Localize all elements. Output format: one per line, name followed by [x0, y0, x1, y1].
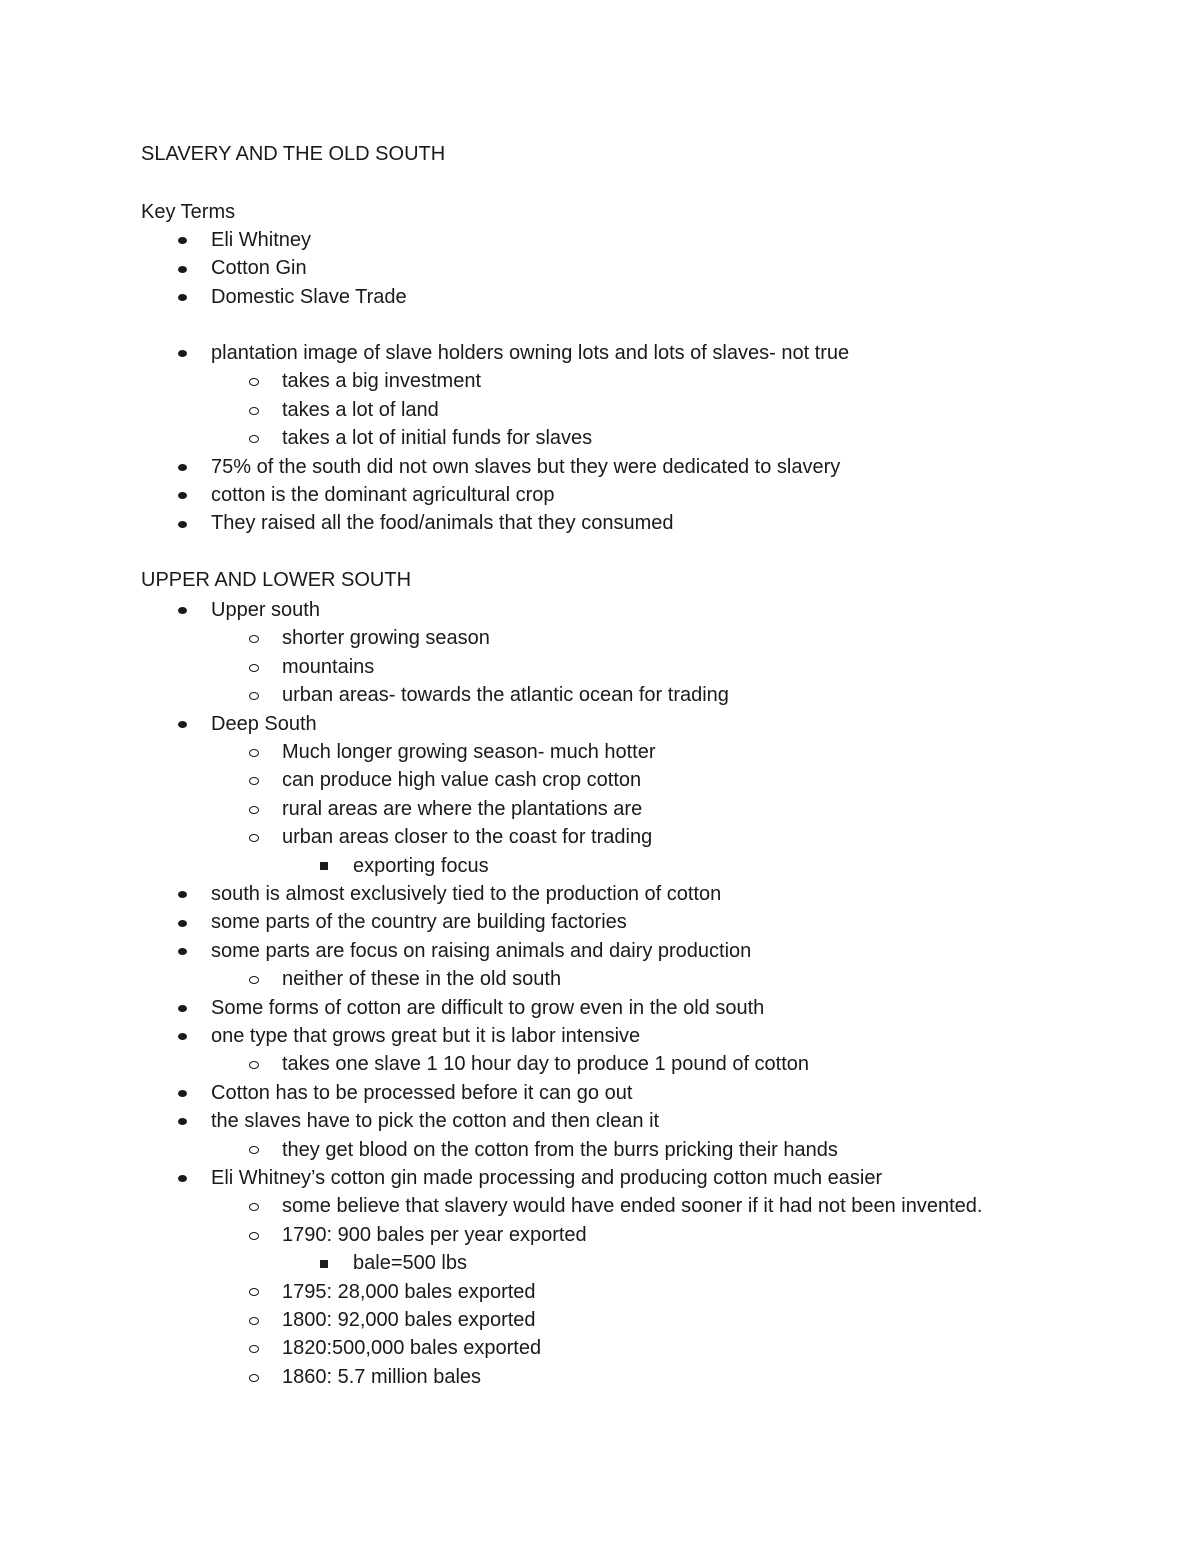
filled-bullet-icon — [178, 1175, 187, 1182]
list-item-level-1: the slaves have to pick the cotton and then clean it — [211, 1110, 660, 1133]
filled-bullet-icon — [178, 464, 187, 471]
hollow-bullet-icon — [249, 749, 259, 757]
bullet-marker — [172, 712, 192, 736]
filled-bullet-icon — [178, 920, 187, 927]
list-item-level-2: some believe that slavery would have ended sooner if it had not been invented. — [282, 1195, 983, 1218]
hollow-bullet-icon — [249, 664, 259, 672]
list-item-level-2: 1820:500,000 bales exported — [282, 1337, 542, 1360]
bullet-marker — [172, 1081, 192, 1105]
list-item-level-2: neither of these in the old south — [282, 968, 562, 991]
list-item-level-1: Eli Whitney’s cotton gin made processing and producing cotton much easier — [211, 1167, 883, 1189]
hollow-bullet-icon — [249, 834, 259, 842]
bullet-marker — [172, 598, 192, 622]
filled-bullet-icon — [178, 607, 187, 614]
filled-bullet-icon — [178, 492, 187, 499]
hollow-bullet-icon — [249, 1232, 259, 1240]
bullet-marker — [244, 797, 264, 821]
bullet-marker — [172, 882, 192, 906]
list-item-level-1: Cotton Gin — [211, 257, 307, 280]
bullet-marker — [244, 426, 264, 450]
list-item-level-1: They raised all the food/animals that they consumed — [211, 512, 674, 535]
bullet-marker — [172, 996, 192, 1020]
hollow-bullet-icon — [249, 1374, 259, 1382]
filled-bullet-icon — [178, 350, 187, 357]
bullet-marker — [244, 369, 264, 393]
list-item-level-2: urban areas- towards the atlantic ocean for trading — [282, 684, 729, 707]
filled-bullet-icon — [178, 891, 187, 898]
bullet-marker — [244, 1280, 264, 1304]
list-item-level-1: Upper south — [211, 599, 320, 621]
list-item-level-1: Deep South — [211, 712, 317, 735]
list-item-level-2: 1790: 900 bales per year exported — [282, 1223, 587, 1246]
bullet-marker — [244, 683, 264, 707]
list-item-level-3: exporting focus — [353, 854, 489, 877]
bullet-marker — [172, 256, 192, 280]
bullet-marker — [172, 1166, 192, 1190]
list-item-level-1: plantation image of slave holders owning lots and lots of slaves- not true — [211, 342, 850, 364]
bullet-marker — [244, 967, 264, 991]
hollow-bullet-icon — [249, 407, 259, 415]
list-item-level-1: some parts are focus on raising animals and dairy production — [211, 939, 752, 962]
bullet-marker — [244, 1052, 264, 1076]
bullet-marker — [244, 1194, 264, 1218]
hollow-bullet-icon — [249, 1146, 259, 1154]
bullet-marker — [244, 1223, 264, 1247]
bullet-marker — [244, 1138, 264, 1162]
bullet-marker — [172, 1109, 192, 1133]
list-item-level-1: Some forms of cotton are difficult to grow even in the old south — [211, 996, 765, 1019]
bullet-marker — [244, 1365, 264, 1389]
bullet-marker — [244, 626, 264, 650]
filled-bullet-icon — [178, 266, 187, 273]
hollow-bullet-icon — [249, 1345, 259, 1353]
bullet-marker — [172, 939, 192, 963]
hollow-bullet-icon — [249, 1317, 259, 1325]
hollow-bullet-icon — [249, 1288, 259, 1296]
filled-bullet-icon — [178, 1090, 187, 1097]
bullet-marker — [244, 768, 264, 792]
list-item-level-1: Cotton has to be processed before it can go out — [211, 1081, 633, 1104]
list-item-level-2: 1795: 28,000 bales exported — [282, 1280, 536, 1303]
list-item-level-2: shorter growing season — [282, 627, 490, 650]
list-item-level-2: takes one slave 1 10 hour day to produce 1 pound of cotton — [282, 1053, 810, 1076]
list-item-level-1: 75% of the south did not own slaves but they were dedicated to slavery — [211, 455, 841, 478]
square-bullet-icon — [320, 1260, 328, 1268]
hollow-bullet-icon — [249, 378, 259, 386]
bullet-marker — [244, 655, 264, 679]
filled-bullet-icon — [178, 294, 187, 301]
filled-bullet-icon — [178, 721, 187, 728]
list-item-level-2: they get blood on the cotton from the burrs pricking their hands — [282, 1138, 838, 1161]
list-item-level-2: rural areas are where the plantations are — [282, 797, 643, 820]
filled-bullet-icon — [178, 1118, 187, 1125]
section-heading: UPPER AND LOWER SOUTH — [141, 569, 412, 591]
filled-bullet-icon — [178, 948, 187, 955]
list-item-level-2: takes a lot of land — [282, 398, 439, 421]
bullet-marker — [172, 910, 192, 934]
hollow-bullet-icon — [249, 635, 259, 643]
hollow-bullet-icon — [249, 976, 259, 984]
bullet-marker — [244, 1336, 264, 1360]
list-item-level-1: Eli Whitney — [211, 229, 312, 251]
list-item-level-2: takes a lot of initial funds for slaves — [282, 427, 593, 450]
bullet-marker — [172, 1024, 192, 1048]
list-item-level-1: some parts of the country are building factories — [211, 911, 627, 934]
hollow-bullet-icon — [249, 1061, 259, 1069]
list-item-level-2: 1800: 92,000 bales exported — [282, 1309, 536, 1331]
list-item-level-3: bale=500 lbs — [353, 1252, 467, 1275]
bullet-marker — [172, 511, 192, 535]
bullet-marker — [172, 228, 192, 252]
filled-bullet-icon — [178, 1005, 187, 1012]
bullet-marker — [244, 825, 264, 849]
list-item-level-2: Much longer growing season- much hotter — [282, 741, 656, 763]
key-terms-heading: Key Terms — [141, 201, 236, 223]
bullet-marker — [172, 285, 192, 309]
hollow-bullet-icon — [249, 806, 259, 814]
filled-bullet-icon — [178, 521, 187, 528]
filled-bullet-icon — [178, 1033, 187, 1040]
bullet-marker — [244, 1308, 264, 1332]
page-title: SLAVERY AND THE OLD SOUTH — [141, 143, 446, 165]
list-item-level-2: 1860: 5.7 million bales — [282, 1365, 482, 1388]
square-bullet-icon — [320, 862, 328, 870]
list-item-level-2: can produce high value cash crop cotton — [282, 769, 642, 792]
hollow-bullet-icon — [249, 777, 259, 785]
hollow-bullet-icon — [249, 435, 259, 443]
list-item-level-2: mountains — [282, 655, 375, 678]
list-item-level-1: one type that grows great but it is labor intensive — [211, 1025, 641, 1047]
list-item-level-1: south is almost exclusively tied to the production of cotton — [211, 883, 722, 905]
filled-bullet-icon — [178, 237, 187, 244]
list-item-level-1: Domestic Slave Trade — [211, 285, 407, 308]
list-item-level-2: urban areas closer to the coast for trading — [282, 826, 653, 849]
bullet-marker — [244, 398, 264, 422]
bullet-marker — [314, 854, 334, 878]
bullet-marker — [172, 455, 192, 479]
hollow-bullet-icon — [249, 692, 259, 700]
list-item-level-1: cotton is the dominant agricultural crop — [211, 484, 555, 506]
list-item-level-2: takes a big investment — [282, 370, 481, 393]
bullet-marker — [244, 740, 264, 764]
bullet-marker — [172, 483, 192, 507]
bullet-marker — [314, 1251, 334, 1275]
bullet-marker — [172, 341, 192, 365]
hollow-bullet-icon — [249, 1203, 259, 1211]
